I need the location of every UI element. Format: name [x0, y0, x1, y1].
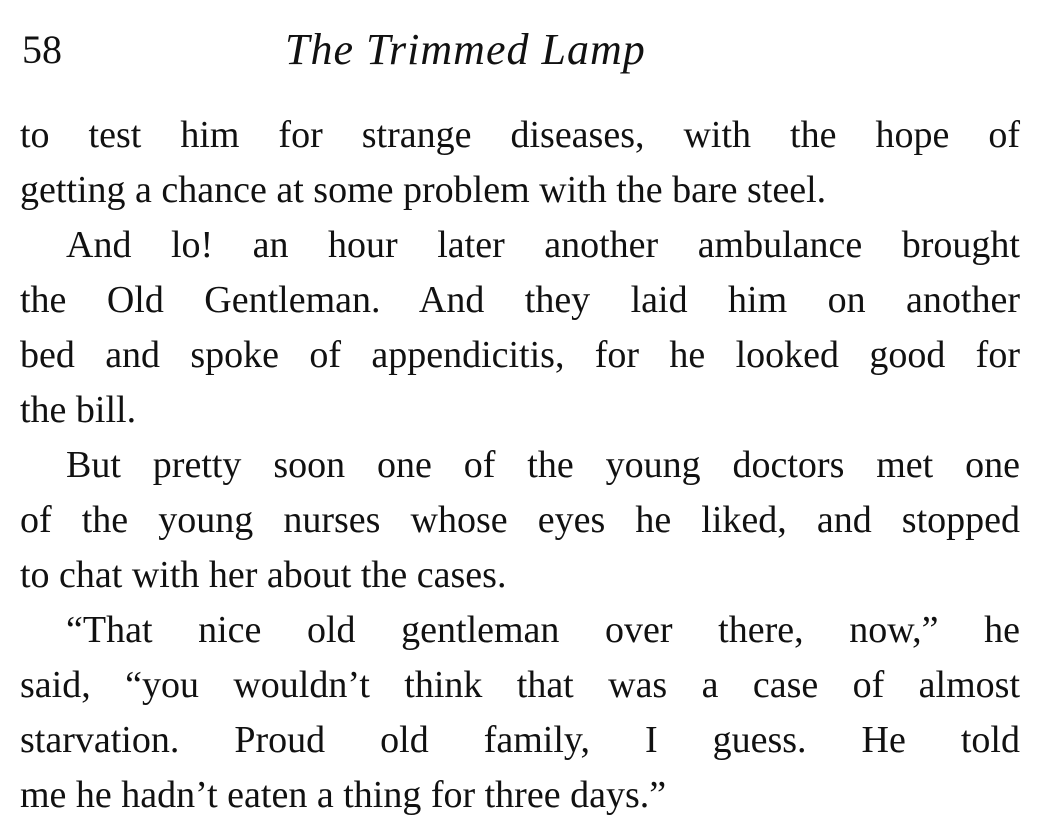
text-line: to chat with her about the cases. [20, 554, 507, 596]
text-line: And lo! an hour later another ambulance brought [66, 224, 1020, 266]
paragraph-doctors [20, 438, 1020, 603]
text-line: to test him for strange diseases, with the hope of [20, 114, 1020, 156]
paragraph-dialogue [20, 603, 1020, 823]
text-line: getting a chance at some problem with the bare steel. [20, 169, 827, 211]
text-line: of the young nurses whose eyes he liked, and stopped [20, 499, 1020, 541]
page-number: 58 [22, 27, 62, 72]
book-page [20, 10, 1020, 816]
body-text [20, 108, 1020, 823]
text-line: “That nice old gentleman over there, now,” he [66, 609, 1020, 651]
text-line: the bill. [20, 389, 137, 431]
text-line: said, “you wouldn’t think that was a case of almost [20, 664, 1020, 706]
text-line: me he hadn’t eaten a thing for three days.” [20, 774, 667, 816]
text-line: starvation. Proud old family, I guess. He told [20, 719, 1020, 761]
running-title: The Trimmed Lamp [285, 25, 646, 74]
text-line: bed and spoke of appendicitis, for he looked good for [20, 334, 1020, 376]
text-line: But pretty soon one of the young doctors met one [66, 444, 1020, 486]
text-line: the Old Gentleman. And they laid him on another [20, 279, 1020, 321]
page-header [20, 10, 1020, 86]
paragraph-continuation [20, 108, 1020, 218]
paragraph-ambulance [20, 218, 1020, 438]
